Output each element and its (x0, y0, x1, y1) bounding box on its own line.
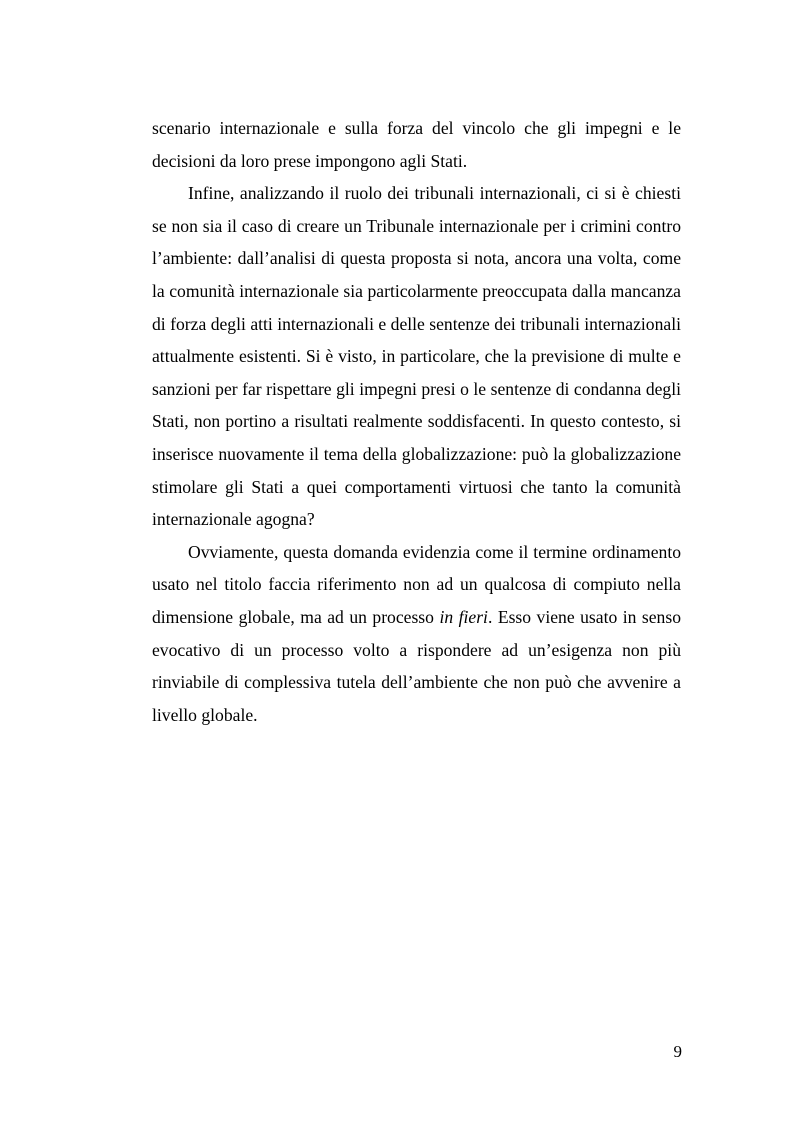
paragraph-3-italic-term: in fieri (439, 606, 488, 627)
paragraph-3-text-before: Ovviamente, questa domanda evidenzia come il termine ordinamento usato nel titolo faccia riferimento non ad un qualcosa di compiuto nella dimensione globale, ma ad un processo (152, 541, 681, 627)
paragraph-3 (152, 536, 681, 732)
paragraph-3-text-after: . Esso viene usato in senso evocativo di un processo volto a rispondere ad un’esigenza non più rinviabile di complessiva tutela dell’ambiente che non può che avvenire a livello globale. (152, 606, 681, 725)
paragraph-2: Infine, analizzando il ruolo dei tribunali internazionali, ci si è chiesti se non sia il caso di creare un Tribunale internazionale per i crimini contro l’ambiente: dall’analisi di questa proposta si nota, ancora una volta, come la comunità internazionale sia particolarmente preoccupata dalla mancanza di forza degli atti internazionali e delle sentenze dei tribunali internazionali attualmente esistenti. Si è visto, in particolare, che la previsione di multe e sanzioni per far rispettare gli impegni presi o le sentenze di condanna degli Stati, non portino a risultati realmente soddisfacenti. In questo contesto, si inserisce nuovamente il tema della globalizzazione: può la globalizzazione stimolare gli Stati a quei comportamenti virtuosi che tanto la comunità internazionale agogna? (152, 183, 681, 530)
paragraph-1: scenario internazionale e sulla forza del vincolo che gli impegni e le decisioni da loro prese impongono agli Stati. (152, 118, 681, 171)
page-number: 9 (673, 1042, 682, 1061)
body-text (152, 112, 681, 731)
